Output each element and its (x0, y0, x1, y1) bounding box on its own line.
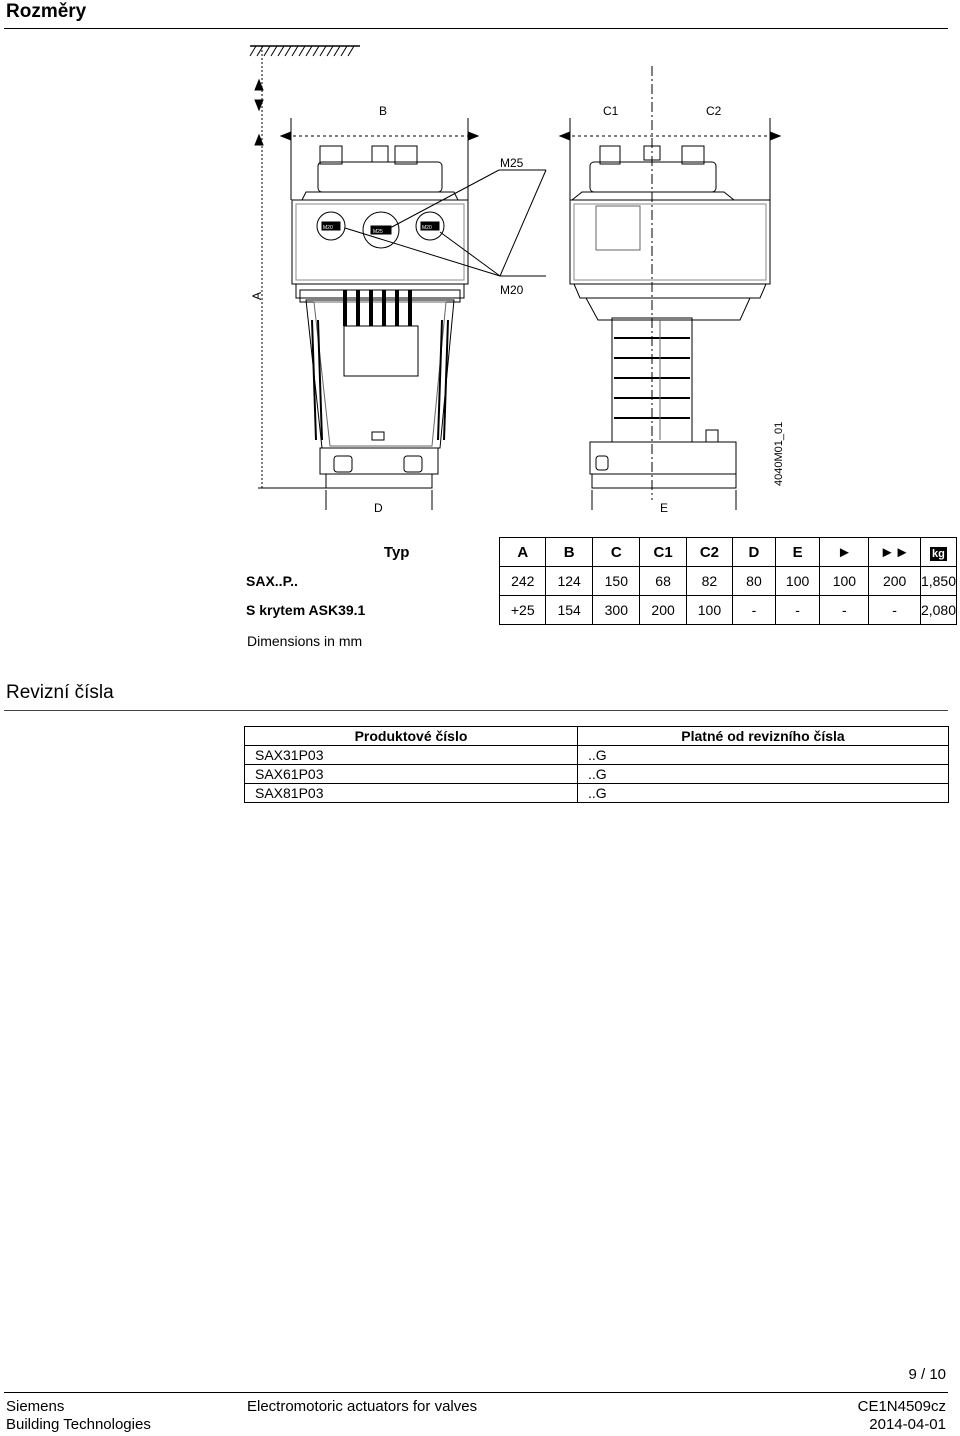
col-stroke-icon: ► (820, 538, 869, 567)
footer-doc-id: CE1N4509cz (857, 1398, 946, 1415)
footer-company: Siemens (6, 1398, 65, 1415)
col-c1: C1 (640, 538, 686, 567)
cell: 1,850 (920, 567, 956, 596)
row-label: SAX..P.. (246, 573, 298, 589)
label-m25: M25 (500, 156, 524, 170)
revision-header-row (245, 727, 949, 746)
revision-rev: ..G (578, 746, 949, 765)
col-weight (920, 538, 956, 567)
dims-header-row (236, 538, 957, 567)
footer-doc-title: Electromotoric actuators for valves (247, 1398, 478, 1415)
revision-product: SAX81P03 (245, 784, 578, 803)
revision-title: Revizní čísla (6, 682, 114, 703)
label-c2: C2 (706, 104, 722, 118)
label-d: D (374, 501, 383, 515)
plug-label-left: M20 (323, 225, 333, 231)
footer-rule (4, 1392, 948, 1393)
cell: 124 (546, 567, 593, 596)
cell: 300 (593, 596, 640, 625)
col-a: A (500, 538, 546, 567)
revision-col-product: Produktové číslo (245, 727, 578, 746)
typ-label: Typ (383, 543, 410, 561)
cell: 150 (593, 567, 640, 596)
label-m20: M20 (500, 283, 524, 297)
header-rule (4, 28, 948, 29)
revision-table (244, 726, 949, 803)
dims-note: Dimensions in mm (247, 633, 363, 649)
cell: 80 (733, 567, 776, 596)
revision-rev: ..G (578, 765, 949, 784)
col-b: B (546, 538, 593, 567)
cell: - (733, 596, 776, 625)
revision-product: SAX31P03 (245, 746, 578, 765)
cell: 154 (546, 596, 593, 625)
cell: 100 (686, 596, 732, 625)
cell: - (775, 596, 820, 625)
dimension-drawing (0, 30, 960, 530)
revision-product: SAX61P03 (245, 765, 578, 784)
label-b: B (379, 104, 388, 118)
row-label: S krytem ASK39.1 (246, 602, 366, 618)
col-double-stroke-icon: ►► (869, 538, 921, 567)
revision-rev: ..G (578, 784, 949, 803)
cell: 200 (869, 567, 921, 596)
cell: 242 (500, 567, 546, 596)
cell: 100 (775, 567, 820, 596)
col-c: C (593, 538, 640, 567)
page-number: 9 / 10 (908, 1366, 946, 1383)
plug-label-right: M20 (422, 225, 432, 231)
footer-date: 2014-04-01 (869, 1416, 946, 1433)
col-d: D (733, 538, 776, 567)
revision-rule (4, 710, 948, 711)
revision-row (245, 746, 949, 765)
cell: - (820, 596, 869, 625)
revision-row (245, 765, 949, 784)
col-c2: C2 (686, 538, 732, 567)
cell: 82 (686, 567, 732, 596)
drawing-id: 4040M01_01 (773, 421, 785, 486)
kg-weight-icon: kg (932, 547, 945, 560)
cell: +25 (500, 596, 546, 625)
dims-row-sax (236, 567, 957, 596)
cell: - (869, 596, 921, 625)
label-e: E (660, 501, 669, 515)
revision-row (245, 784, 949, 803)
dimensions-table (236, 537, 957, 625)
label-a: A (250, 291, 264, 300)
cell: 2,080 (920, 596, 956, 625)
label-c1: C1 (603, 104, 619, 118)
cell: 200 (640, 596, 686, 625)
dims-row-ask (236, 596, 957, 625)
cell: 68 (640, 567, 686, 596)
col-e: E (775, 538, 820, 567)
plug-label-mid: M25 (373, 229, 383, 235)
cell: 100 (820, 567, 869, 596)
revision-col-rev: Platné od revizního čísla (578, 727, 949, 746)
footer-division: Building Technologies (6, 1416, 151, 1433)
section-title: Rozměry (6, 1, 87, 22)
